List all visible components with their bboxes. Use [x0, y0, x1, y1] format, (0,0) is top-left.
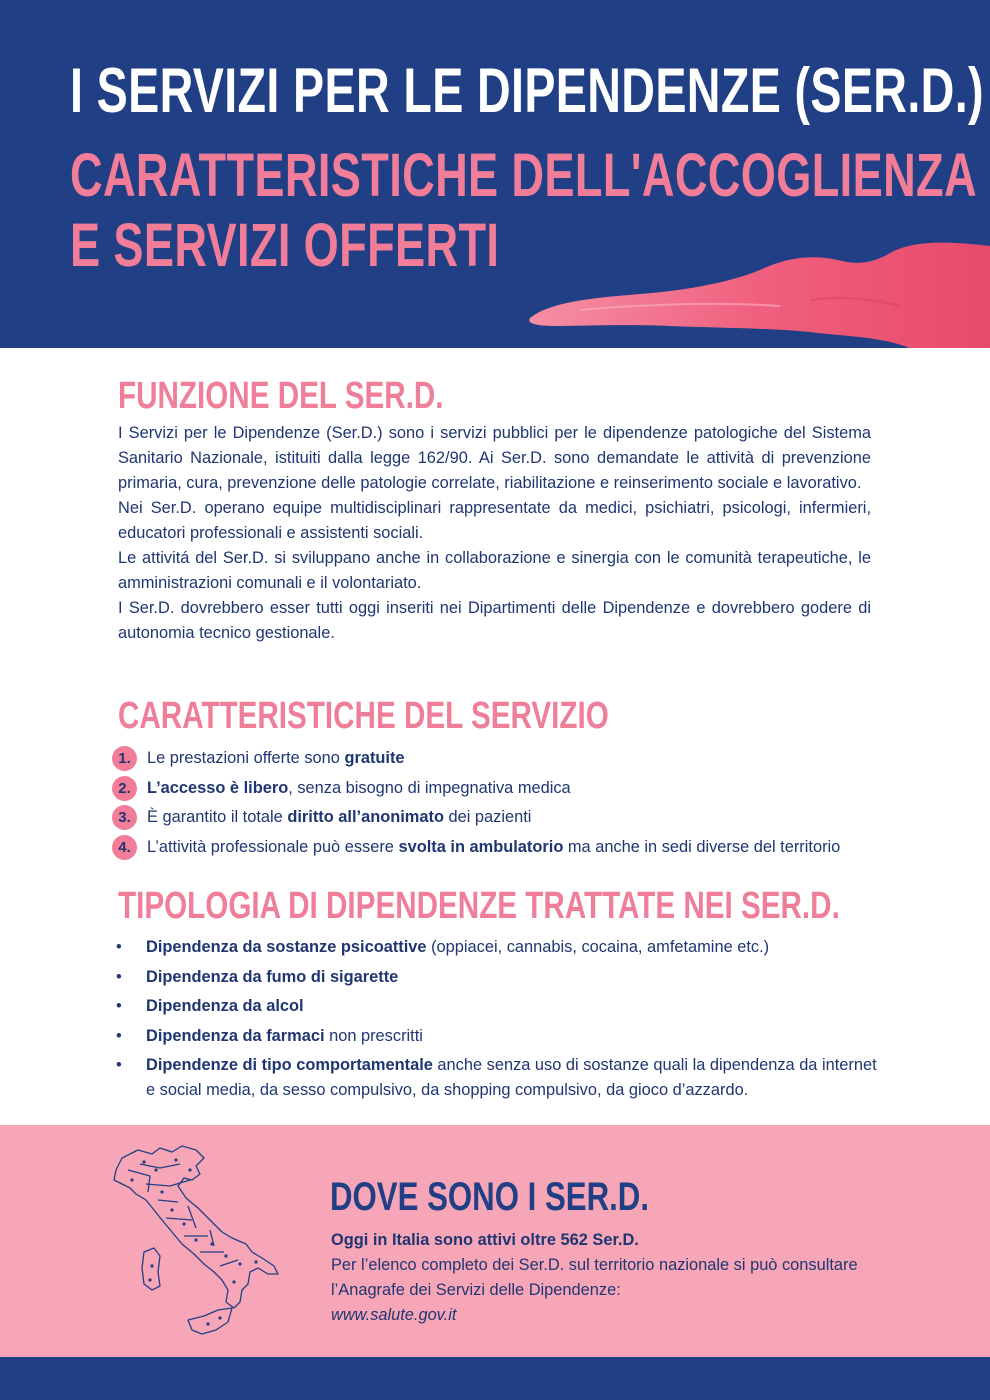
footer-band: [0, 1357, 990, 1400]
header-banner: [0, 0, 990, 348]
subtitle-line-1: CARATTERISTICHE DELL'ACCOGLIENZA: [70, 141, 977, 209]
tipologia-list: [112, 935, 882, 1108]
bullet-icon: •: [116, 938, 122, 956]
list-item: [112, 774, 892, 804]
list-item-text: È garantito il totale diritto all’anonimato dei pazienti: [147, 808, 532, 827]
subtitle-line-2: E SERVIZI OFFERTI: [70, 211, 500, 279]
list-item-text: Dipendenze di tipo comportamentale anche senza uso di sostanze quali la dipendenza da internet e social media, da sesso compulsivo, da shopping compulsivo, da gioco d’azzardo.: [146, 1056, 877, 1099]
funzione-body: [118, 421, 871, 646]
number-badge: 1.: [112, 746, 137, 771]
funzione-title: FUNZIONE DEL SER.D.: [118, 375, 444, 417]
bullet-icon: •: [116, 997, 122, 1015]
list-item-text: Dipendenza da sostanze psicoattive (oppiacei, cannabis, cocaina, amfetamine etc.): [146, 938, 770, 956]
salute-link[interactable]: www.salute.gov.it: [331, 1306, 457, 1324]
list-item-text: L’attività professionale può essere svolta in ambulatorio ma anche in sedi diverse del territorio: [147, 837, 841, 856]
list-item: [112, 1024, 882, 1049]
list-item: [112, 1053, 882, 1103]
dove-description: Per l’elenco completo dei Ser.D. sul territorio nazionale si può consultare l’Anagrafe dei Servizi delle Dipendenze:: [331, 1256, 858, 1299]
dove-body: [331, 1228, 931, 1328]
bullet-icon: •: [116, 1056, 122, 1074]
funzione-paragraph: Le attivitá del Ser.D. si sviluppano anche in collaborazione e sinergia con le comunità terapeutiche, le amministrazioni comunali e il volontariato.: [118, 549, 871, 592]
list-item-text: Dipendenza da farmaci non prescritti: [146, 1026, 423, 1045]
number-badge: 4.: [112, 835, 137, 860]
bullet-icon: •: [116, 1026, 122, 1045]
list-item: [112, 994, 882, 1019]
number-badge: 2.: [112, 776, 137, 801]
funzione-paragraph: I Ser.D. dovrebbero esser tutti oggi inseriti nei Dipartimenti delle Dipendenze e dovrebbero godere di autonomia tecnico gestionale.: [118, 599, 871, 642]
list-item: [112, 965, 882, 990]
italy-map-icon: [100, 1140, 285, 1350]
dove-section: [0, 1125, 990, 1357]
list-item-text: Dipendenza da fumo di sigarette: [146, 967, 399, 986]
number-badge: 3.: [112, 805, 137, 830]
caratteristiche-title: CARATTERISTICHE DEL SERVIZIO: [118, 695, 609, 737]
bullet-icon: •: [116, 967, 122, 986]
tipologia-title: TIPOLOGIA DI DIPENDENZE TRATTATE NEI SER.D.: [118, 885, 840, 927]
dove-highlight: Oggi in Italia sono attivi oltre 562 Ser.D.: [331, 1231, 639, 1249]
list-item-text: Dipendenza da alcol: [146, 997, 304, 1015]
caratteristiche-list: [112, 744, 892, 862]
page-title: I SERVIZI PER LE DIPENDENZE (SER.D.): [70, 56, 984, 126]
list-item: [112, 935, 882, 960]
hand-illustration: [520, 240, 990, 348]
funzione-paragraph: Nei Ser.D. operano equipe multidisciplinari rappresentate da medici, psichiatri, psicologi, infermieri, educatori professionali e assistenti sociali.: [118, 499, 871, 542]
list-item: [112, 833, 892, 863]
dove-title: DOVE SONO I SER.D.: [330, 1175, 649, 1219]
list-item: [112, 744, 892, 774]
funzione-paragraph: I Servizi per le Dipendenze (Ser.D.) sono i servizi pubblici per le dipendenze patologiche del Sistema Sanitario Nazionale, istituiti dalla legge 162/90. Ai Ser.D. sono demandate le attività di prevenzione primaria, cura, prevenzione delle patologie correlate, riabilitazione e reinserimento sociale e lavorativo.: [118, 424, 871, 492]
list-item: [112, 803, 892, 833]
list-item-text: Le prestazioni offerte sono gratuite: [147, 749, 405, 768]
list-item-text: L’accesso è libero, senza bisogno di impegnativa medica: [147, 778, 571, 797]
